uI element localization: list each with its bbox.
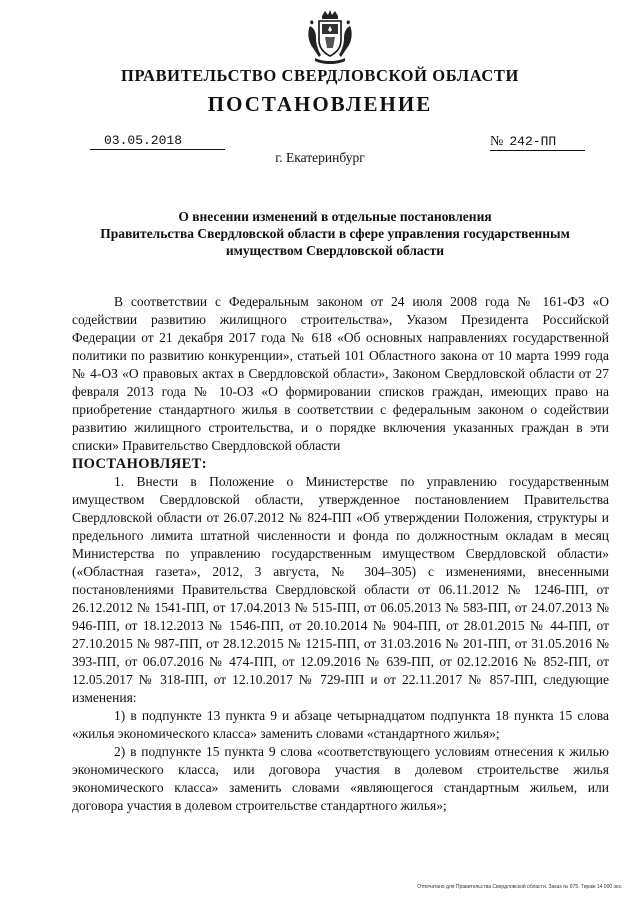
document-type: ПОСТАНОВЛЕНИЕ: [207, 92, 433, 116]
subitem-1-paragraph: 1) в подпункте 13 пункта 9 и абзаце четырнадцатом подпункта 18 пункта 15 слова «жилья экономического класса» заменить словами «стандартного жилья»;: [72, 708, 609, 741]
title-line-3: имуществом Свердловской области: [225, 243, 445, 258]
item-1-paragraph: 1. Внести в Положение о Министерстве по управлению государственным имуществом Свердловской области, утвержденное постановлением Правительства Свердловской области от 26.07.2012 № 824-ПП «Об утверждении Положения, структуры и предельного лимита штатной численности и фонда по должностным окладам в месяц Министерства по управлению государственным имуществом Свердловской области» («Областная газета», 2012, 3 августа, № 304–305) с изменениями, внесенными постановлениями Правительства Свердловской области от 06.11.2012 № 1246-ПП, от 26.12.2012 № 1541-ПП, от 17.04.2013 № 515-ПП, от 06.05.2013 № 583-ПП, от 24.07.2013 № 946-ПП, от 18.12.2013 № 1546-ПП, от 20.10.2014 № 904-ПП, от 28.01.2015 № 44-ПП, от 27.10.2015 № 987-ПП, от 28.12.2015 № 1215-ПП, от 31.03.2016 № 201-ПП, от 31.05.2016 № 393-ПП, от 06.07.2016 № 474-ПП, от 12.09.2016 № 639-ПП, от 02.12.2016 № 852-ПП, от 12.05.2017 № 318-ПП, от 12.10.2017 № 729-ПП и от 22.11.2017 № 857-ПП, следующие изменения:: [72, 474, 609, 705]
preamble-paragraph: В соответствии с Федеральным законом от 24 июля 2008 года № 161-ФЗ «О содействии развитию жилищного строительства», Указом Президента Российской Федерации от 21 декабря 2017 года № 618 «Об основных направлениях государственной политики по развитию конкуренции», статьей 101 Областного закона от 10 марта 1999 года № 4-ОЗ «О правовых актах в Свердловской области», Законом Свердловской области от 27 февраля 2013 года № 10-ОЗ «О формировании списков граждан, имеющих право на приобретение стандартного жилья в соответствии с федеральным законом о содействии развитию жилищного строительства, и о порядке включения указанных граждан в эти списки» Правительство Свердловской области: [72, 294, 609, 453]
number-sign: №: [490, 134, 504, 149]
document-number-line: [490, 132, 585, 151]
title-line-1: О внесении изменений в отдельные постановления: [178, 209, 492, 224]
organization-title: ПРАВИТЕЛЬСТВО СВЕРДЛОВСКОЙ ОБЛАСТИ: [121, 66, 519, 85]
subitem-2-paragraph: 2) в подпункте 15 пункта 9 слова «соответствующего условиям отнесения к жилью экономического класса, или договора участия в долевом строительстве жилья экономического класса» заменить словами «являющегося стандартным жильем, или договора участия в долевом строительстве стандартного жилья»;: [72, 744, 609, 813]
city: г. Екатеринбург: [275, 150, 365, 165]
resolves-heading: ПОСТАНОВЛЯЕТ:: [72, 456, 207, 472]
title-line-2: Правительства Свердловской области в сфере управления государственным: [100, 226, 570, 241]
coat-of-arms-emblem: [305, 10, 355, 66]
document-number: 242-ПП: [509, 134, 557, 149]
document-body: [72, 293, 609, 815]
document-title: [70, 208, 600, 259]
print-footer-note: Отпечатано для Правительства Свердловской области. Заказ № 075. Тираж 14 000 экз.: [417, 884, 622, 890]
document-date: 03.05.2018: [90, 132, 225, 150]
